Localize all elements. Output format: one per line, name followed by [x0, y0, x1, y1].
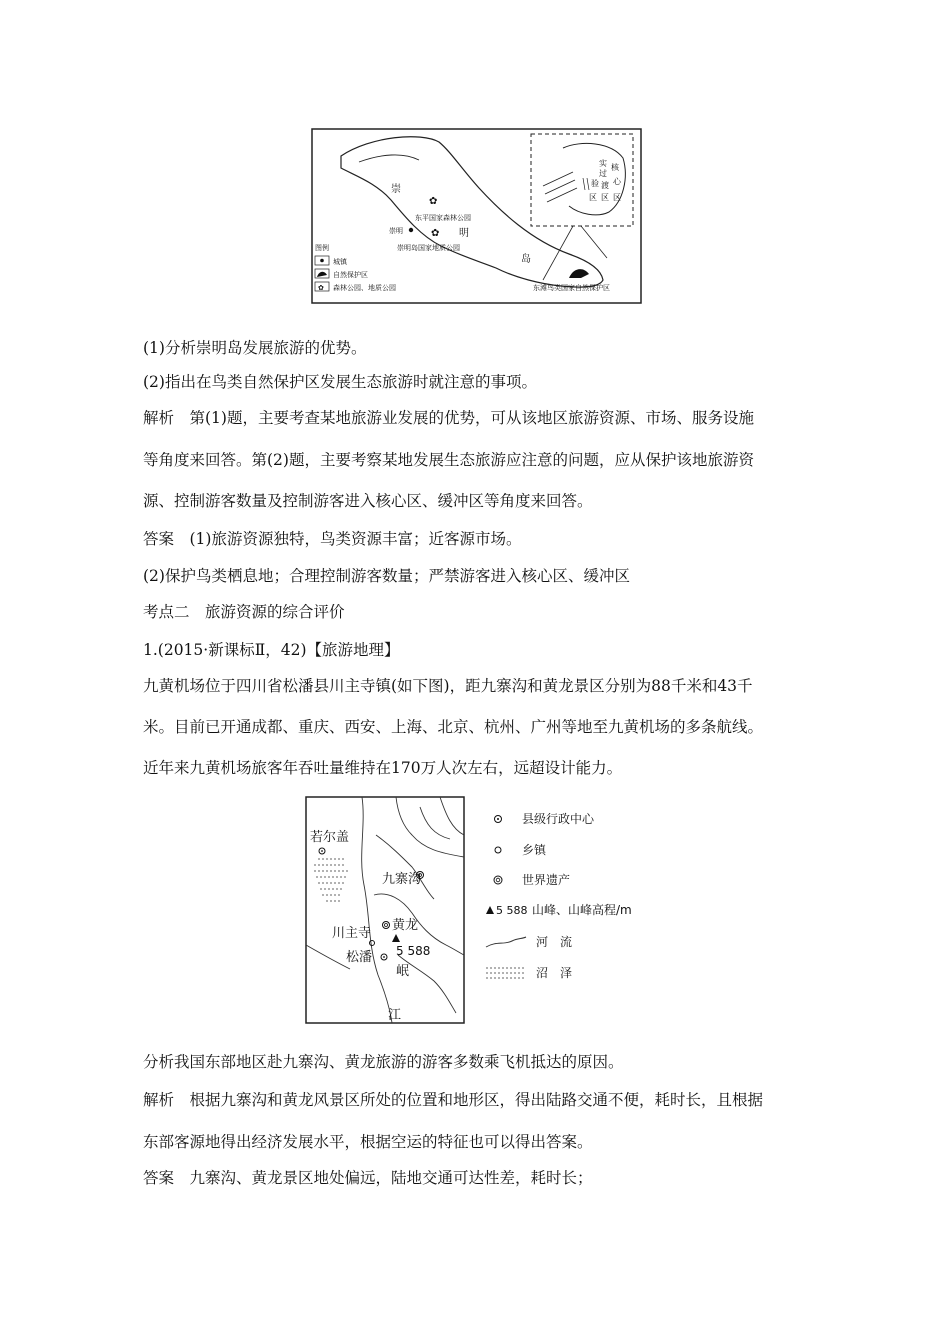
place-label: 若尔盖 [310, 830, 350, 845]
town-label: 崇明 [389, 227, 403, 235]
legend-label: 世界遗产 [522, 873, 571, 887]
legend-label: 河 流 [536, 935, 573, 949]
island-label: 岛 [521, 254, 531, 265]
item-header: 1.(2015·新课标Ⅱ，42)【旅游地理】 [143, 641, 400, 659]
river-label: 江 [388, 1008, 402, 1023]
jiuzhaigou-map [300, 795, 640, 1027]
legend-label: 县级行政中心 [522, 812, 595, 826]
island-label: 明 [459, 228, 469, 239]
legend-heritage-icon [494, 876, 502, 884]
reserve-label: 东滩鸟类国家自然保护区 [533, 284, 610, 292]
paragraph-line: 米。目前已开通成都、重庆、西安、上海、北京、杭州、广州等地至九黄机场的多条航线。 [143, 718, 764, 736]
inset-label: 区 [613, 193, 621, 202]
analysis-line: 东部客源地得出经济发展水平，根据空运的特征也可以得出答案。 [143, 1133, 593, 1151]
place-label: 九寨沟 [382, 872, 422, 887]
answer-line: 答案 (1)旅游资源独特，鸟类资源丰富；近客源市场。 [143, 530, 522, 548]
legend-label: 5 588 [496, 904, 528, 917]
place-label: 川主寺 [332, 926, 372, 941]
legend-peak-icon [486, 906, 494, 914]
analysis-line: 解析 根据九寨沟和黄龙风景区所处的位置和地形区，得出陆路交通不便，耗时长，且根据 [143, 1091, 764, 1109]
peak-label: 5 588 [396, 944, 431, 958]
answer-line: 答案 九寨沟、黄龙景区地处偏远，陆地交通可达性差，耗时长； [143, 1169, 593, 1187]
answer-line: (2)保护鸟类栖息地；合理控制游客数量；严禁游客进入核心区、缓冲区 [143, 567, 630, 585]
park-label: 崇明岛国家地质公园 [397, 244, 460, 252]
legend-town-icon [320, 259, 324, 263]
analysis-line: 源、控制游客数量及控制游客进入核心区、缓冲区等角度来回答。 [143, 492, 593, 510]
river-label: 岷 [396, 964, 410, 979]
island-label: 崇 [391, 184, 401, 195]
legend-label: 城镇 [333, 258, 347, 266]
inset-label: 区 [601, 193, 609, 202]
paragraph-line: 九黄机场位于四川省松潘县川主寺镇(如下图)，距九寨沟和黄龙景区分别为88千米和43千 [143, 677, 753, 695]
town-dot-icon [409, 228, 413, 232]
legend-township-icon [495, 847, 501, 853]
chongming-island-map [311, 128, 642, 304]
paragraph-line: 近年来九黄机场旅客年吞吐量维持在170万人次左右，远超设计能力。 [143, 759, 623, 777]
legend-label: 沼 泽 [536, 966, 573, 980]
inset-label: 验 [591, 179, 599, 188]
inset-label: 核 [611, 163, 619, 172]
legend-label: 森林公园、地质公园 [333, 284, 396, 292]
question-2: (2)指出在鸟类自然保护区发展生态旅游时就注意的事项。 [143, 373, 537, 391]
analysis-line: 等角度来回答。第(2)题，主要考察某地发展生态旅游应注意的问题，应从保护该地旅游资 [143, 451, 754, 469]
legend-label: 乡镇 [522, 843, 547, 857]
question-text: 分析我国东部地区赴九寨沟、黄龙旅游的游客多数乘飞机抵达的原因。 [143, 1053, 624, 1071]
inset-label: 实 [599, 159, 607, 168]
legend-park-icon: ✿ [318, 284, 324, 292]
geo-park-icon: ✿ [431, 228, 440, 239]
legend-marsh-icon [486, 968, 526, 978]
forest-park-icon: ✿ [429, 196, 438, 207]
analysis-line: 解析 第(1)题，主要考查某地旅游业发展的优势，可从该地区旅游资源、市场、服务设施 [143, 409, 754, 427]
inset-label: 区 [589, 193, 597, 202]
question-1: (1)分析崇明岛发展旅游的优势。 [143, 339, 367, 357]
legend-label: 自然保护区 [333, 271, 368, 279]
inset-label: 渡 [601, 181, 609, 190]
legend-label: 山峰、山峰高程/m [532, 903, 632, 917]
place-label: 松潘 [346, 950, 373, 965]
place-label: 黄龙 [392, 918, 419, 933]
park-label: 东平国家森林公园 [415, 214, 471, 222]
inset-label: 心 [613, 177, 621, 186]
section-heading: 考点二 旅游资源的综合评价 [143, 603, 345, 621]
legend-title: 图例 [315, 244, 329, 252]
inset-label: 过 [599, 169, 607, 178]
legend-river-icon [486, 937, 526, 947]
